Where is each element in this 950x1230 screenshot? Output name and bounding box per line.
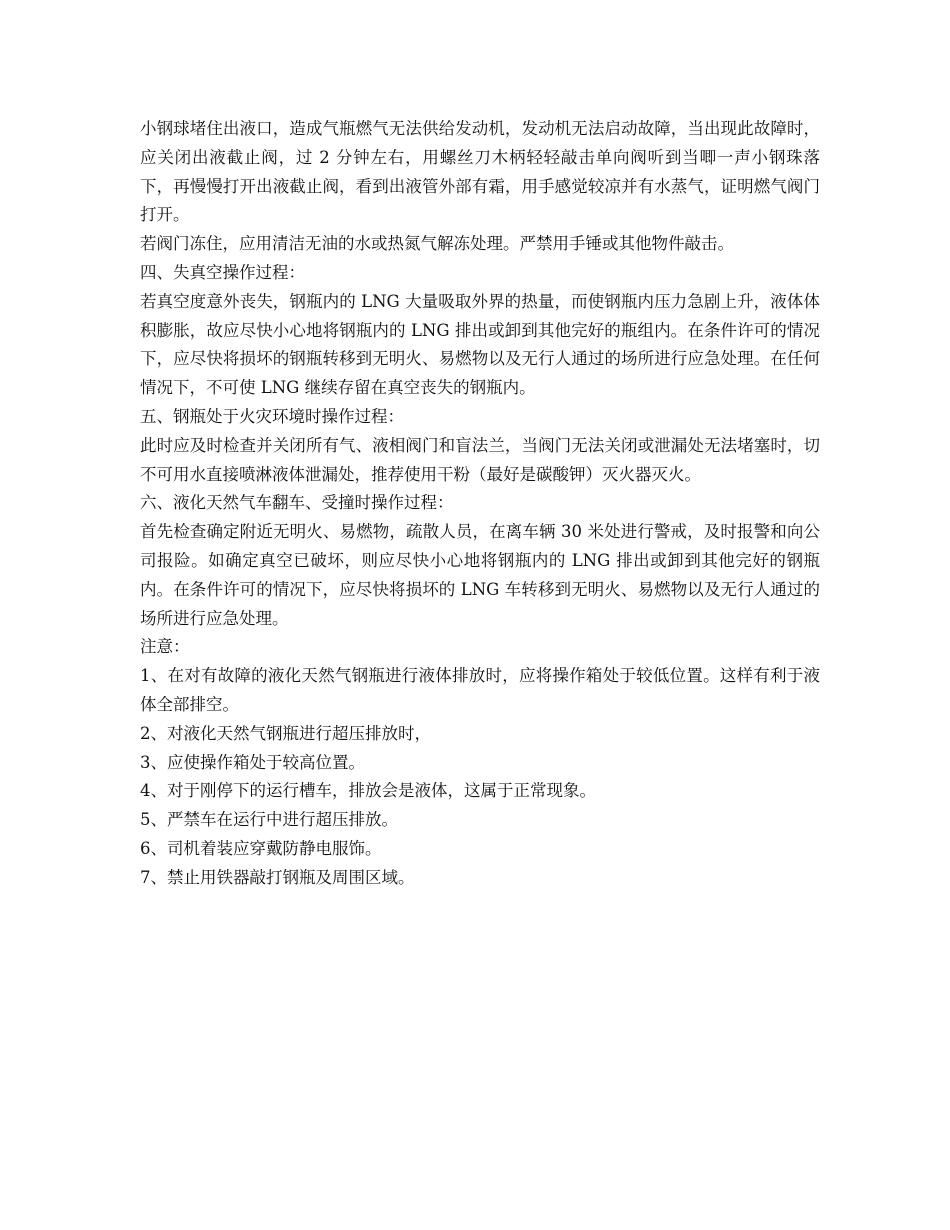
note-item-2: 2、对液化天然气钢瓶进行超压排放时，: [140, 723, 431, 743]
document-page: [140, 115, 820, 893]
paragraph-fire: 此时应及时检查并关闭所有气、液相阀门和盲法兰，当阀门无法关闭或泄漏处无法堵塞时，切不可用水直接喷淋液体泄漏处，推荐使用干粉（最好是碳酸钾）灭火器灭火。: [140, 435, 820, 484]
paragraph-rollover: 首先检查确定附近无明火、易燃物，疏散人员，在离车辆 30 米处进行警戒，及时报警和向公司报险。如确定真空已破坏，则应尽快小心地将钢瓶内的 LNG 排出或卸到其他完好的钢瓶内。在条件许可的情况下，应尽快将损坏的 LNG 车转移到无明火、易燃物以及无行人通过的场所进行应急处理。: [140, 522, 820, 628]
heading-rollover: 六、液化天然气车翻车、受撞时操作过程：: [140, 493, 454, 513]
heading-vacuum-loss: 四、失真空操作过程：: [140, 262, 305, 282]
heading-notes: 注意：: [140, 637, 190, 657]
note-item-6: 6、司机着装应穿戴防静电服饰。: [140, 838, 382, 858]
note-item-1: 1、在对有故障的液化天然气钢瓶进行液体排放时，应将操作箱处于较低位置。这样有利于液体全部排空。: [140, 666, 820, 714]
note-item-4: 4、对于刚停下的运行槽车，排放会是液体，这属于正常现象。: [140, 781, 596, 801]
paragraph-frozen-valve: 若阀门冻住，应用清洁无油的水或热氮气解冻处理。严禁用手锤或其他物件敲击。: [140, 234, 734, 254]
note-item-3: 3、应使操作箱处于较高位置。: [140, 752, 365, 772]
paragraph-ball-valve-fault: 小钢球堵住出液口，造成气瓶燃气无法供给发动机，发动机无法启动故障，当出现此故障时，应关闭出液截止阀，过 2 分钟左右，用螺丝刀木柄轻轻敲击单向阀听到当唧一声小钢珠落下，再慢慢打开出液截止阀，看到出液管外部有霜，用手感觉较凉并有水蒸气，证明燃气阀门打开。: [140, 119, 820, 225]
heading-fire: 五、钢瓶处于火灾环境时操作过程：: [140, 406, 404, 426]
paragraph-vacuum-loss: 若真空度意外丧失，钢瓶内的 LNG 大量吸取外界的热量，而使钢瓶内压力急剧上升，液体体积膨胀，故应尽快小心地将钢瓶内的 LNG 排出或卸到其他完好的瓶组内。在条件许可的情况下，应尽快将损坏的钢瓶转移到无明火、易燃物以及无行人通过的场所进行应急处理。在任何情况下，不可使 LNG 继续存留在真空丧失的钢瓶内。: [140, 291, 820, 398]
note-item-5: 5、严禁车在运行中进行超压排放。: [140, 810, 398, 830]
note-item-7: 7、禁止用铁器敲打钢瓶及周围区域。: [140, 867, 415, 887]
